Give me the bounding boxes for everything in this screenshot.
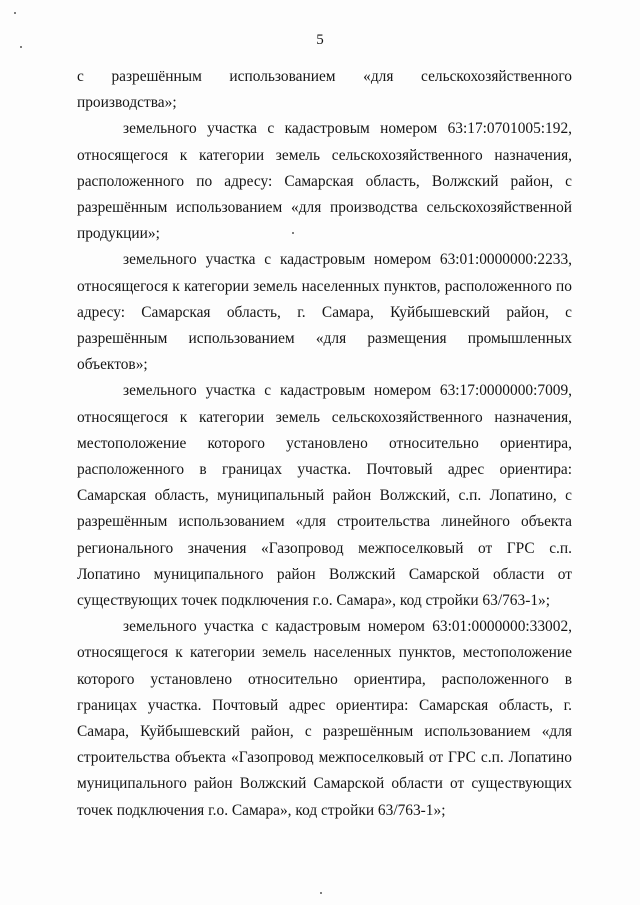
paragraph-2: земельного участка с кадастровым номером 63:17:0701005:192, относящегося к категории земель сельскохозяйственного назначения, расположенного по адресу: Самарская область, Волжский район, с разрешённым использованием «для производства сельскохозяйственной продукции»;	[77, 120, 572, 243]
document-body	[77, 64, 572, 824]
paragraph-4: земельного участка с кадастровым номером 63:17:0000000:7009, относящегося к категории земель сельскохозяйственного назначения, местоположение которого установлено относительно ориентира, расположенного в границах участка. Почтовый адрес ориентира: Самарская область, муниципальный район Волжский, с.п. Лопатино, с разрешённым использованием «для строительства линейного объекта регионального значения «Газопровод межпоселковый от ГРС с.п. Лопатино муниципального район Волжский Самарской области от существующих точек подключения г.о. Самара», код стройки 63/763-1»;	[77, 382, 572, 610]
paragraph-1: с разрешённым использованием «для сельскохозяйственного производства»;	[77, 68, 572, 112]
page-number: 5	[316, 32, 324, 48]
paragraph-3: земельного участка с кадастровым номером 63:01:0000000:2233, относящегося к категории земель населенных пунктов, расположенного по адресу: Самарская область, г. Самара, Куйбышевский район, с разрешённым использованием «для размещения промышленных объектов»;	[77, 251, 572, 374]
scan-speck	[320, 892, 322, 894]
scan-speck	[20, 46, 22, 48]
paragraph-5: земельного участка с кадастровым номером 63:01:0000000:33002, относящегося к категории земель населенных пунктов, местоположение которого установлено относительно ориентира, расположенного в границах участка. Почтовый адрес ориентира: Самарская область, г. Самара, Куйбышевский район, с разрешённым использованием «для строительства объекта «Газопровод межпоселковый от ГРС с.п. Лопатино муниципального район Волжский Самарской области от существующих точек подключения г.о. Самара», код стройки 63/763-1»;	[77, 618, 572, 819]
scan-speck	[292, 232, 294, 234]
scan-speck	[14, 12, 16, 14]
